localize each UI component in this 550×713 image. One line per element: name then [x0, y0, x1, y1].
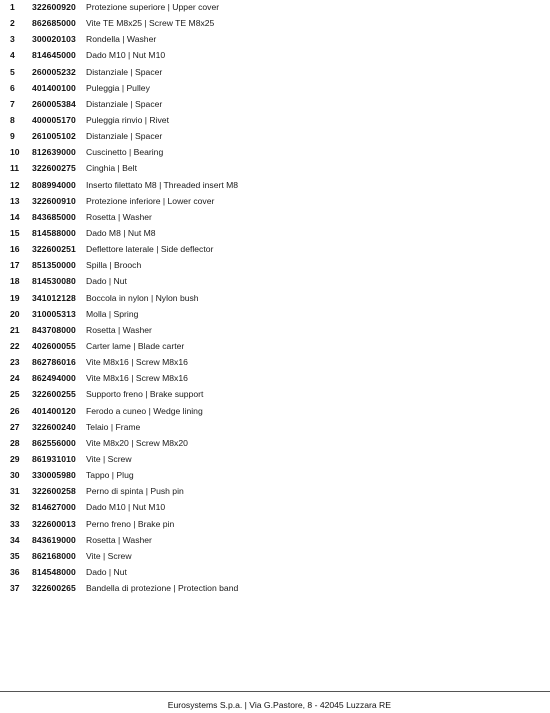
- part-description: Telaio | Frame: [86, 421, 141, 432]
- part-code: 300020103: [32, 34, 76, 45]
- part-number: 1: [10, 2, 15, 12]
- part-code: 400005170: [32, 114, 76, 125]
- footer-divider: [0, 691, 550, 692]
- parts-list-row: [10, 499, 540, 515]
- part-code: 322600013: [32, 518, 76, 529]
- part-description: Dado M10 | Nut M10: [86, 502, 166, 513]
- parts-list-row: [10, 15, 540, 31]
- part-number: 9: [10, 131, 15, 142]
- parts-list-row: [10, 80, 540, 96]
- parts-list-row: [10, 290, 540, 306]
- part-code: 322600910: [32, 195, 76, 206]
- parts-list-row: [10, 177, 540, 193]
- parts-list-row: [10, 0, 540, 15]
- part-description: Perno di spinta | Push pin: [86, 486, 184, 497]
- parts-list-row: [10, 532, 540, 548]
- part-code: 843619000: [32, 534, 76, 545]
- footer-address: Eurosystems S.p.a. | Via G.Pastore, 8 - 42045 Luzzara RE: [167, 700, 391, 710]
- part-number: 32: [10, 502, 20, 513]
- parts-list-row: [10, 451, 540, 467]
- parts-list-row: [10, 64, 540, 80]
- part-description: Vite M8x16 | Screw M8x16: [86, 357, 188, 368]
- part-number: 17: [10, 260, 20, 271]
- part-number: 10: [10, 147, 20, 158]
- part-code: 814548000: [32, 566, 76, 577]
- parts-list-row: [10, 354, 540, 370]
- part-number: 21: [10, 324, 20, 335]
- part-code: 322600251: [32, 244, 76, 255]
- part-description: Carter lame | Blade carter: [86, 340, 185, 351]
- part-description: Molla | Spring: [86, 308, 139, 319]
- part-code: 814588000: [32, 227, 76, 238]
- part-description: Dado | Nut: [86, 276, 127, 287]
- parts-list-row: [10, 160, 540, 176]
- part-description: Vite | Screw: [86, 453, 132, 464]
- part-description: Puleggia | Pulley: [86, 82, 150, 93]
- parts-list-row: [10, 273, 540, 289]
- part-description: Rosetta | Washer: [86, 211, 152, 222]
- part-description: Rondella | Washer: [86, 34, 157, 45]
- part-description: Cuscinetto | Bearing: [86, 147, 164, 158]
- parts-list-row: [10, 31, 540, 47]
- part-code: 843685000: [32, 211, 76, 222]
- parts-list-row: [10, 338, 540, 354]
- part-number: 18: [10, 276, 20, 287]
- part-description: Tappo | Plug: [86, 470, 134, 481]
- parts-list-row: [10, 96, 540, 112]
- parts-list-row: [10, 548, 540, 564]
- part-number: 11: [10, 163, 20, 174]
- parts-list-row: [10, 467, 540, 483]
- part-number: 12: [10, 179, 20, 190]
- part-description: Distanziale | Spacer: [86, 98, 163, 109]
- parts-list-row: [10, 516, 540, 532]
- parts-list-row: [10, 144, 540, 160]
- part-number: 26: [10, 405, 20, 416]
- part-code: 310005313: [32, 308, 76, 319]
- part-description: Dado | Nut: [86, 566, 127, 577]
- parts-list-row: [10, 306, 540, 322]
- part-number: 28: [10, 437, 20, 448]
- part-code: 260005232: [32, 66, 76, 77]
- parts-list-row: [10, 403, 540, 419]
- part-code: 862556000: [32, 437, 76, 448]
- part-number: 30: [10, 470, 20, 481]
- part-code: 862168000: [32, 550, 76, 561]
- part-number: 24: [10, 373, 20, 384]
- part-code: 322600275: [32, 163, 76, 174]
- part-code: 808994000: [32, 179, 76, 190]
- part-code: 322600255: [32, 389, 76, 400]
- parts-list-row: [10, 128, 540, 144]
- part-description: Bandella di protezione | Protection band: [86, 583, 239, 594]
- parts-list-row: [10, 386, 540, 402]
- part-number: 16: [10, 244, 20, 255]
- part-number: 7: [10, 98, 15, 109]
- part-code: 861931010: [32, 453, 76, 464]
- part-number: 19: [10, 292, 20, 303]
- part-description: Puleggia rinvio | Rivet: [86, 114, 169, 125]
- part-description: Rosetta | Washer: [86, 534, 152, 545]
- parts-list-row: [10, 370, 540, 386]
- part-number: 29: [10, 453, 20, 464]
- part-description: Ferodo a cuneo | Wedge lining: [86, 405, 203, 416]
- part-code: 862685000: [32, 18, 76, 29]
- part-number: 34: [10, 534, 20, 545]
- part-number: 6: [10, 82, 15, 93]
- part-code: 322600258: [32, 486, 76, 497]
- part-code: 814645000: [32, 50, 76, 61]
- part-description: Vite TE M8x25 | Screw TE M8x25: [86, 18, 215, 29]
- parts-list-row: [10, 322, 540, 338]
- part-code: 814530080: [32, 276, 76, 287]
- part-description: Protezione inferiore | Lower cover: [86, 195, 215, 206]
- part-description: Vite | Screw: [86, 550, 132, 561]
- part-code: 341012128: [32, 292, 76, 303]
- parts-list-row: [10, 257, 540, 273]
- part-code: 322600920: [32, 2, 76, 12]
- part-description: Dado M8 | Nut M8: [86, 227, 156, 238]
- part-number: 33: [10, 518, 20, 529]
- part-description: Protezione superiore | Upper cover: [86, 2, 220, 12]
- parts-list-row: [10, 483, 540, 499]
- part-number: 27: [10, 421, 20, 432]
- part-code: 401400120: [32, 405, 76, 416]
- part-code: 814627000: [32, 502, 76, 513]
- part-number: 14: [10, 211, 20, 222]
- parts-list-row: [10, 564, 540, 580]
- part-number: 35: [10, 550, 20, 561]
- part-description: Spilla | Brooch: [86, 260, 142, 271]
- part-number: 3: [10, 34, 15, 45]
- part-number: 2: [10, 18, 15, 29]
- part-code: 401400100: [32, 82, 76, 93]
- part-number: 20: [10, 308, 20, 319]
- part-number: 13: [10, 195, 20, 206]
- parts-list-row: [10, 580, 540, 596]
- part-description: Vite M8x20 | Screw M8x20: [86, 437, 188, 448]
- part-number: 36: [10, 566, 20, 577]
- part-code: 812639000: [32, 147, 76, 158]
- part-code: 322600240: [32, 421, 76, 432]
- part-description: Boccola in nylon | Nylon bush: [86, 292, 199, 303]
- part-description: Distanziale | Spacer: [86, 66, 163, 77]
- part-description: Cinghia | Belt: [86, 163, 137, 174]
- part-code: 402600055: [32, 340, 76, 351]
- part-number: 15: [10, 227, 20, 238]
- part-description: Perno freno | Brake pin: [86, 518, 175, 529]
- part-number: 4: [10, 50, 15, 61]
- part-description: Distanziale | Spacer: [86, 131, 163, 142]
- part-code: 261005102: [32, 131, 76, 142]
- parts-list-row: [10, 193, 540, 209]
- part-number: 23: [10, 357, 20, 368]
- parts-list-row: [10, 435, 540, 451]
- parts-list-row: [10, 225, 540, 241]
- parts-list: [10, 0, 540, 596]
- part-code: 862494000: [32, 373, 76, 384]
- part-number: 25: [10, 389, 20, 400]
- part-code: 843708000: [32, 324, 76, 335]
- part-code: 851350000: [32, 260, 76, 271]
- part-description: Inserto filettato M8 | Threaded insert M8: [86, 179, 239, 190]
- part-description: Deflettore laterale | Side deflector: [86, 244, 214, 255]
- part-code: 322600265: [32, 583, 76, 594]
- part-code: 260005384: [32, 98, 76, 109]
- part-number: 37: [10, 583, 20, 594]
- part-number: 22: [10, 340, 20, 351]
- part-code: 330005980: [32, 470, 76, 481]
- part-description: Dado M10 | Nut M10: [86, 50, 166, 61]
- part-description: Supporto freno | Brake support: [86, 389, 204, 400]
- parts-list-row: [10, 47, 540, 63]
- parts-list-row: [10, 209, 540, 225]
- parts-list-row: [10, 241, 540, 257]
- part-code: 862786016: [32, 357, 76, 368]
- part-number: 31: [10, 486, 20, 497]
- parts-list-row: [10, 419, 540, 435]
- part-description: Rosetta | Washer: [86, 324, 152, 335]
- parts-list-row: [10, 112, 540, 128]
- part-number: 5: [10, 66, 15, 77]
- part-number: 8: [10, 114, 15, 125]
- part-description: Vite M8x16 | Screw M8x16: [86, 373, 188, 384]
